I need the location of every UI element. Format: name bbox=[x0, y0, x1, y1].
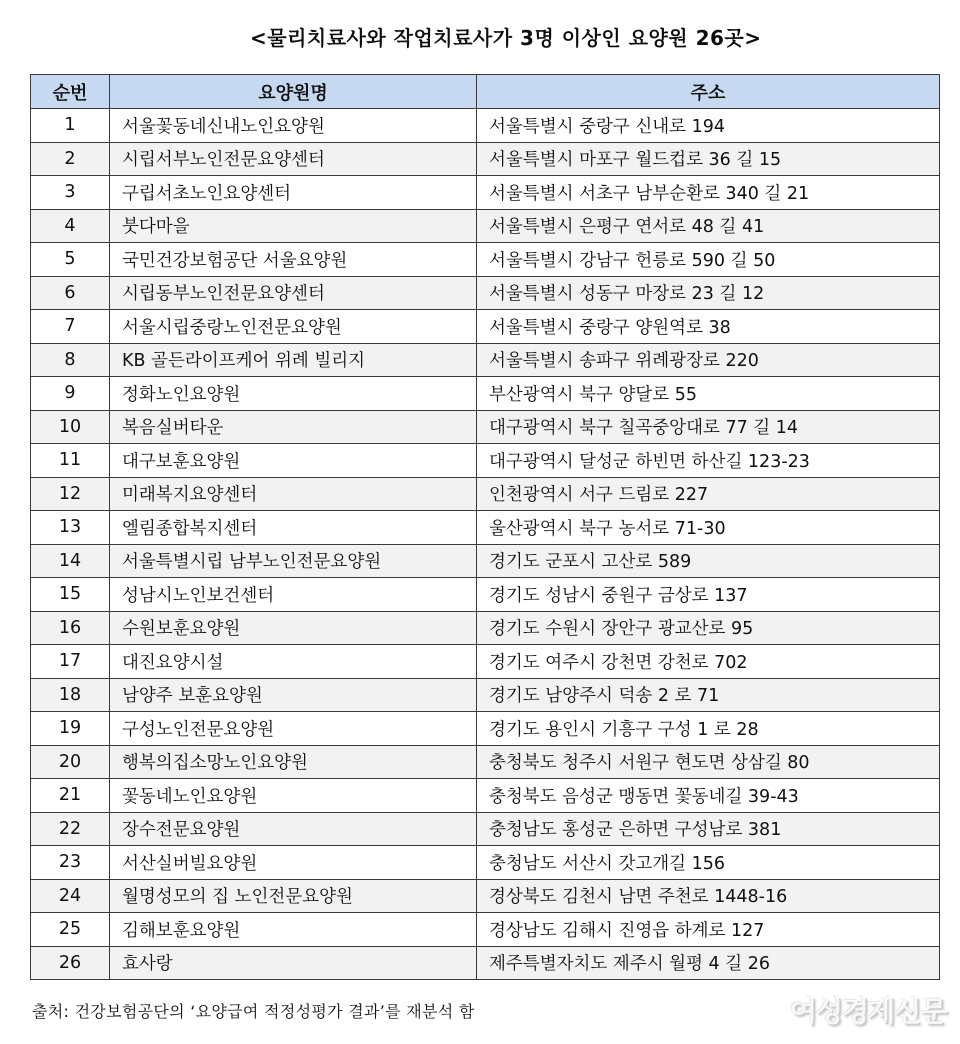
facility-address: 충청북도 음성군 맹동면 꽃동네길 39-43 bbox=[477, 779, 940, 813]
facility-address: 서울특별시 중랑구 신내로 194 bbox=[477, 109, 940, 143]
table-row bbox=[31, 343, 940, 377]
row-number: 1 bbox=[31, 109, 110, 143]
table-row bbox=[31, 377, 940, 411]
facility-name: 시립동부노인전문요양센터 bbox=[110, 276, 477, 310]
table-row bbox=[31, 544, 940, 578]
column-header-name: 요양원명 bbox=[110, 75, 477, 109]
row-number: 25 bbox=[31, 913, 110, 947]
facility-name: 성남시노인보건센터 bbox=[110, 578, 477, 612]
table-row bbox=[31, 645, 940, 679]
row-number: 24 bbox=[31, 879, 110, 913]
row-number: 8 bbox=[31, 343, 110, 377]
facility-address: 경기도 남양주시 덕송 2 로 71 bbox=[477, 678, 940, 712]
facility-name: 대구보훈요양원 bbox=[110, 444, 477, 478]
row-number: 23 bbox=[31, 846, 110, 880]
column-header-address: 주소 bbox=[477, 75, 940, 109]
facility-name: KB 골든라이프케어 위례 빌리지 bbox=[110, 343, 477, 377]
facility-address: 서울특별시 송파구 위례광장로 220 bbox=[477, 343, 940, 377]
facility-address: 경기도 성남시 중원구 금상로 137 bbox=[477, 578, 940, 612]
row-number: 13 bbox=[31, 511, 110, 545]
table-row bbox=[31, 745, 940, 779]
table-row bbox=[31, 176, 940, 210]
facility-name: 국민건강보험공단 서울요양원 bbox=[110, 243, 477, 277]
table-row bbox=[31, 276, 940, 310]
table-row bbox=[31, 611, 940, 645]
facility-address: 제주특별자치도 제주시 월평 4 길 26 bbox=[477, 946, 940, 980]
facility-name: 복음실버타운 bbox=[110, 410, 477, 444]
facility-address: 서울특별시 마포구 월드컵로 36 길 15 bbox=[477, 142, 940, 176]
row-number: 7 bbox=[31, 310, 110, 344]
row-number: 16 bbox=[31, 611, 110, 645]
row-number: 18 bbox=[31, 678, 110, 712]
facility-address: 서울특별시 중랑구 양원역로 38 bbox=[477, 310, 940, 344]
nursing-home-table bbox=[30, 74, 940, 980]
facility-address: 경상북도 김천시 남면 주천로 1448-16 bbox=[477, 879, 940, 913]
facility-name: 정화노인요양원 bbox=[110, 377, 477, 411]
facility-name: 붓다마을 bbox=[110, 209, 477, 243]
table-row bbox=[31, 410, 940, 444]
table-row bbox=[31, 946, 940, 980]
facility-address: 인천광역시 서구 드림로 227 bbox=[477, 477, 940, 511]
facility-address: 서울특별시 서초구 남부순환로 340 길 21 bbox=[477, 176, 940, 210]
facility-name: 대진요양시설 bbox=[110, 645, 477, 679]
row-number: 17 bbox=[31, 645, 110, 679]
source-note: 출처: 건강보험공단의 ‘요양급여 적정성평가 결과’를 재분석 함 bbox=[32, 1002, 475, 1021]
row-number: 3 bbox=[31, 176, 110, 210]
facility-name: 시립서부노인전문요양센터 bbox=[110, 142, 477, 176]
row-number: 19 bbox=[31, 712, 110, 746]
facility-address: 경기도 용인시 기흥구 구성 1 로 28 bbox=[477, 712, 940, 746]
facility-address: 경기도 군포시 고산로 589 bbox=[477, 544, 940, 578]
facility-name: 꽃동네노인요양원 bbox=[110, 779, 477, 813]
facility-address: 경기도 여주시 강천면 강천로 702 bbox=[477, 645, 940, 679]
facility-address: 대구광역시 달성군 하빈면 하산길 123-23 bbox=[477, 444, 940, 478]
facility-address: 경기도 수원시 장안구 광교산로 95 bbox=[477, 611, 940, 645]
table-row bbox=[31, 578, 940, 612]
row-number: 2 bbox=[31, 142, 110, 176]
table-row bbox=[31, 879, 940, 913]
table-row bbox=[31, 243, 940, 277]
row-number: 5 bbox=[31, 243, 110, 277]
table-row bbox=[31, 209, 940, 243]
facility-name: 엘림종합복지센터 bbox=[110, 511, 477, 545]
facility-name: 남양주 보훈요양원 bbox=[110, 678, 477, 712]
table-body bbox=[31, 109, 940, 980]
table-header-row bbox=[31, 75, 940, 109]
facility-address: 충청남도 홍성군 은하면 구성남로 381 bbox=[477, 812, 940, 846]
row-number: 12 bbox=[31, 477, 110, 511]
facility-name: 김해보훈요양원 bbox=[110, 913, 477, 947]
facility-name: 구성노인전문요양원 bbox=[110, 712, 477, 746]
row-number: 4 bbox=[31, 209, 110, 243]
facility-address: 경상남도 김해시 진영읍 하계로 127 bbox=[477, 913, 940, 947]
facility-address: 서울특별시 은평구 연서로 48 길 41 bbox=[477, 209, 940, 243]
table-row bbox=[31, 511, 940, 545]
facility-name: 행복의집소망노인요양원 bbox=[110, 745, 477, 779]
facility-name: 서울특별시립 남부노인전문요양원 bbox=[110, 544, 477, 578]
facility-name: 미래복지요양센터 bbox=[110, 477, 477, 511]
table-row bbox=[31, 913, 940, 947]
row-number: 10 bbox=[31, 410, 110, 444]
table-row bbox=[31, 109, 940, 143]
facility-address: 충청북도 청주시 서원구 현도면 상삼길 80 bbox=[477, 745, 940, 779]
facility-name: 효사랑 bbox=[110, 946, 477, 980]
facility-name: 장수전문요양원 bbox=[110, 812, 477, 846]
table-row bbox=[31, 712, 940, 746]
facility-name: 서울꽃동네신내노인요양원 bbox=[110, 109, 477, 143]
table-row bbox=[31, 846, 940, 880]
table-row bbox=[31, 779, 940, 813]
row-number: 15 bbox=[31, 578, 110, 612]
table-row bbox=[31, 142, 940, 176]
table-row bbox=[31, 812, 940, 846]
row-number: 26 bbox=[31, 946, 110, 980]
facility-name: 서울시립중랑노인전문요양원 bbox=[110, 310, 477, 344]
column-header-num: 순번 bbox=[31, 75, 110, 109]
table-title: <물리치료사와 작업치료사가 3명 이상인 요양원 26곳> bbox=[250, 26, 762, 50]
row-number: 20 bbox=[31, 745, 110, 779]
facility-address: 서울특별시 강남구 헌릉로 590 길 50 bbox=[477, 243, 940, 277]
row-number: 11 bbox=[31, 444, 110, 478]
facility-address: 부산광역시 북구 양달로 55 bbox=[477, 377, 940, 411]
facility-address: 충청남도 서산시 갓고개길 156 bbox=[477, 846, 940, 880]
row-number: 21 bbox=[31, 779, 110, 813]
publisher-watermark: 여성경제신문 bbox=[790, 995, 947, 1028]
facility-address: 울산광역시 북구 농서로 71-30 bbox=[477, 511, 940, 545]
facility-name: 구립서초노인요양센터 bbox=[110, 176, 477, 210]
row-number: 22 bbox=[31, 812, 110, 846]
row-number: 6 bbox=[31, 276, 110, 310]
facility-address: 대구광역시 북구 칠곡중앙대로 77 길 14 bbox=[477, 410, 940, 444]
table-row bbox=[31, 678, 940, 712]
table-row bbox=[31, 477, 940, 511]
facility-name: 수원보훈요양원 bbox=[110, 611, 477, 645]
row-number: 9 bbox=[31, 377, 110, 411]
facility-name: 월명성모의 집 노인전문요양원 bbox=[110, 879, 477, 913]
facility-address: 서울특별시 성동구 마장로 23 길 12 bbox=[477, 276, 940, 310]
table-row bbox=[31, 310, 940, 344]
facility-name: 서산실버빌요양원 bbox=[110, 846, 477, 880]
row-number: 14 bbox=[31, 544, 110, 578]
table-row bbox=[31, 444, 940, 478]
